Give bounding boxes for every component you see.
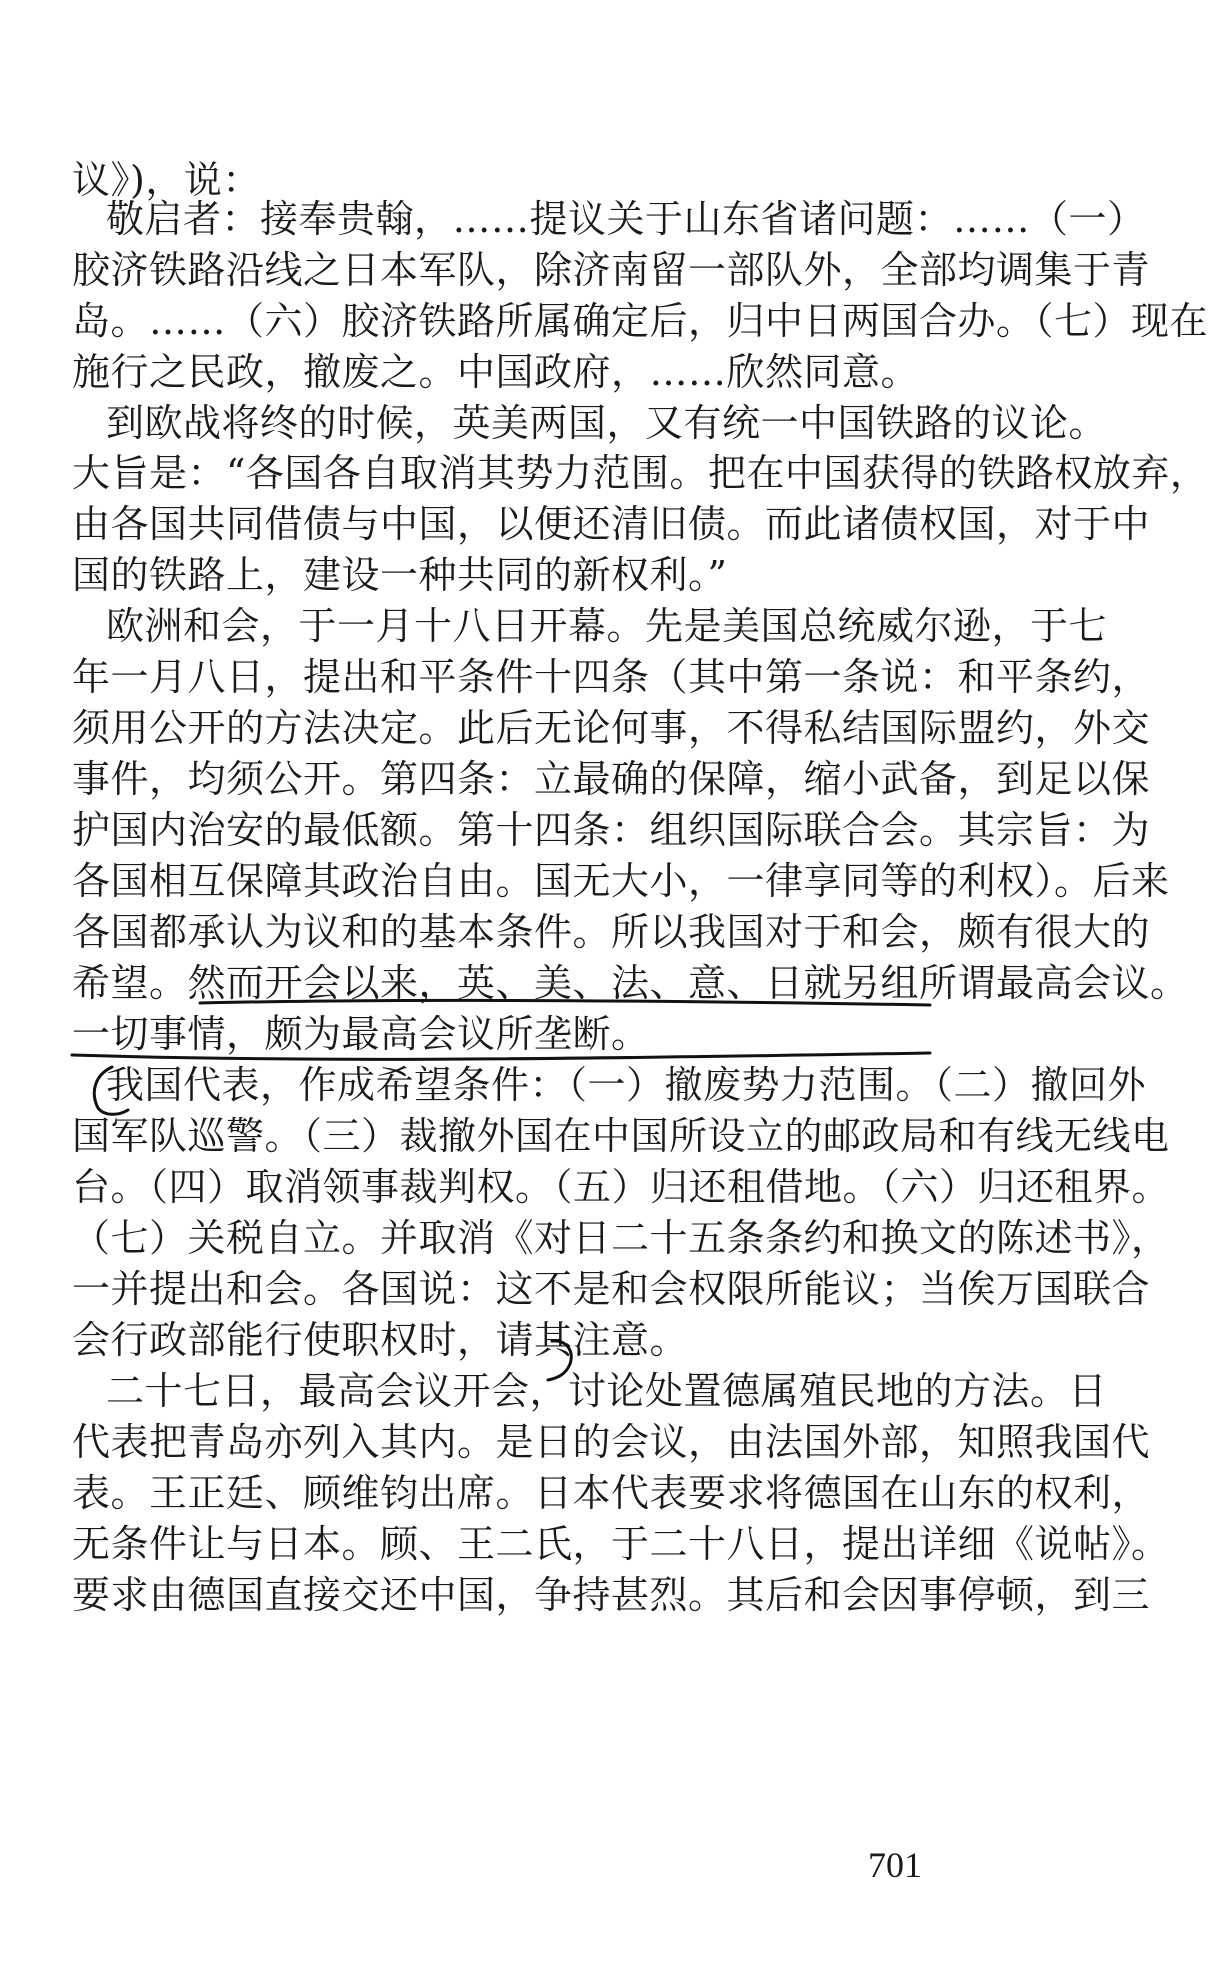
text-line: 要求由德国直接交还中国，争持甚烈。其后和会因事停顿，到三 xyxy=(72,1573,1151,1617)
text-line: 一切事情，颇为最高会议所垄断。 xyxy=(72,1012,650,1056)
text-line: 台。（四）取消领事裁判权。（五）归还租借地。（六）归还租界。 xyxy=(72,1165,1171,1209)
text-line: 二十七日，最高会议开会，讨论处置德属殖民地的方法。日 xyxy=(106,1369,1108,1413)
text-line: 议》)，说： xyxy=(72,158,261,202)
text-line: 各国相互保障其政治自由。国无大小，一律享同等的利权）。后来 xyxy=(72,859,1170,903)
text-line: 欧洲和会，于一月十八日开幕。先是美国总统威尔逊，于七 xyxy=(106,604,1108,648)
text-line: 敬启者：接奉贵翰，……提议关于山东省诸问题：……（一） xyxy=(106,197,1146,241)
text-line: 一并提出和会。各国说：这不是和会权限所能议；当俟万国联合 xyxy=(72,1267,1151,1311)
text-line: 由各国共同借债与中国，以便还清旧债。而此诸债权国，对于中 xyxy=(72,502,1151,546)
text-line: 各国都承认为议和的基本条件。所以我国对于和会，颇有很大的 xyxy=(72,910,1151,954)
pen-underline xyxy=(200,1000,930,1005)
pen-bracket-open xyxy=(94,1067,128,1114)
text-line: 表。王正廷、顾维钧出席。日本代表要求将德国在山东的权利， xyxy=(72,1471,1151,1515)
text-line: 会行政部能行使职权时，请其注意。 xyxy=(72,1318,689,1362)
text-line: 无条件让与日本。顾、王二氏，于二十八日，提出详细《说帖》。 xyxy=(72,1522,1170,1566)
text-line: （七）关税自立。并取消《对日二十五条条约和换文的陈述书》， xyxy=(72,1216,1170,1260)
text-line: 须用公开的方法决定。此后无论何事，不得私结国际盟约，外交 xyxy=(72,706,1151,750)
text-line: 胶济铁路沿线之日本军队，除济南留一部队外，全部均调集于青 xyxy=(72,248,1151,292)
text-line: 岛。……（六）胶济铁路所属确定后，归中日两国合办。（七）现在 xyxy=(72,299,1208,343)
text-line: 大旨是：“各国各自取消其势力范围。把在中国获得的铁路权放弃， xyxy=(72,451,1208,495)
page-number: 701 xyxy=(868,1845,922,1885)
text-line: 代表把青岛亦列入其内。是日的会议，由法国外部，知照我国代 xyxy=(72,1420,1151,1464)
text-line: 国的铁路上，建设一种共同的新权利。” xyxy=(72,553,728,597)
text-line: 希望。然而开会以来，英、美、法、意、日就另组所谓最高会议。 xyxy=(72,961,1189,1005)
text-line: 到欧战将终的时候，英美两国，又有统一中国铁路的议论。 xyxy=(106,401,1108,445)
text-line: 护国内治安的最低额。第十四条：组织国际联合会。其宗旨：为 xyxy=(72,808,1151,852)
text-line: 年一月八日，提出和平条件十四条（其中第一条说：和平条约， xyxy=(72,655,1151,699)
pen-bracket-close xyxy=(548,1341,571,1380)
pen-underline xyxy=(72,1053,930,1059)
text-line: 国军队巡警。（三）裁撤外国在中国所设立的邮政局和有线无线电 xyxy=(72,1114,1170,1158)
text-line: 我国代表，作成希望条件：（一）撤废势力范围。（二）撤回外 xyxy=(106,1063,1147,1107)
text-line: 施行之民政，撤废之。中国政府，……欣然同意。 xyxy=(72,350,920,394)
text-line: 事件，均须公开。第四条：立最确的保障，缩小武备，到足以保 xyxy=(72,757,1151,801)
